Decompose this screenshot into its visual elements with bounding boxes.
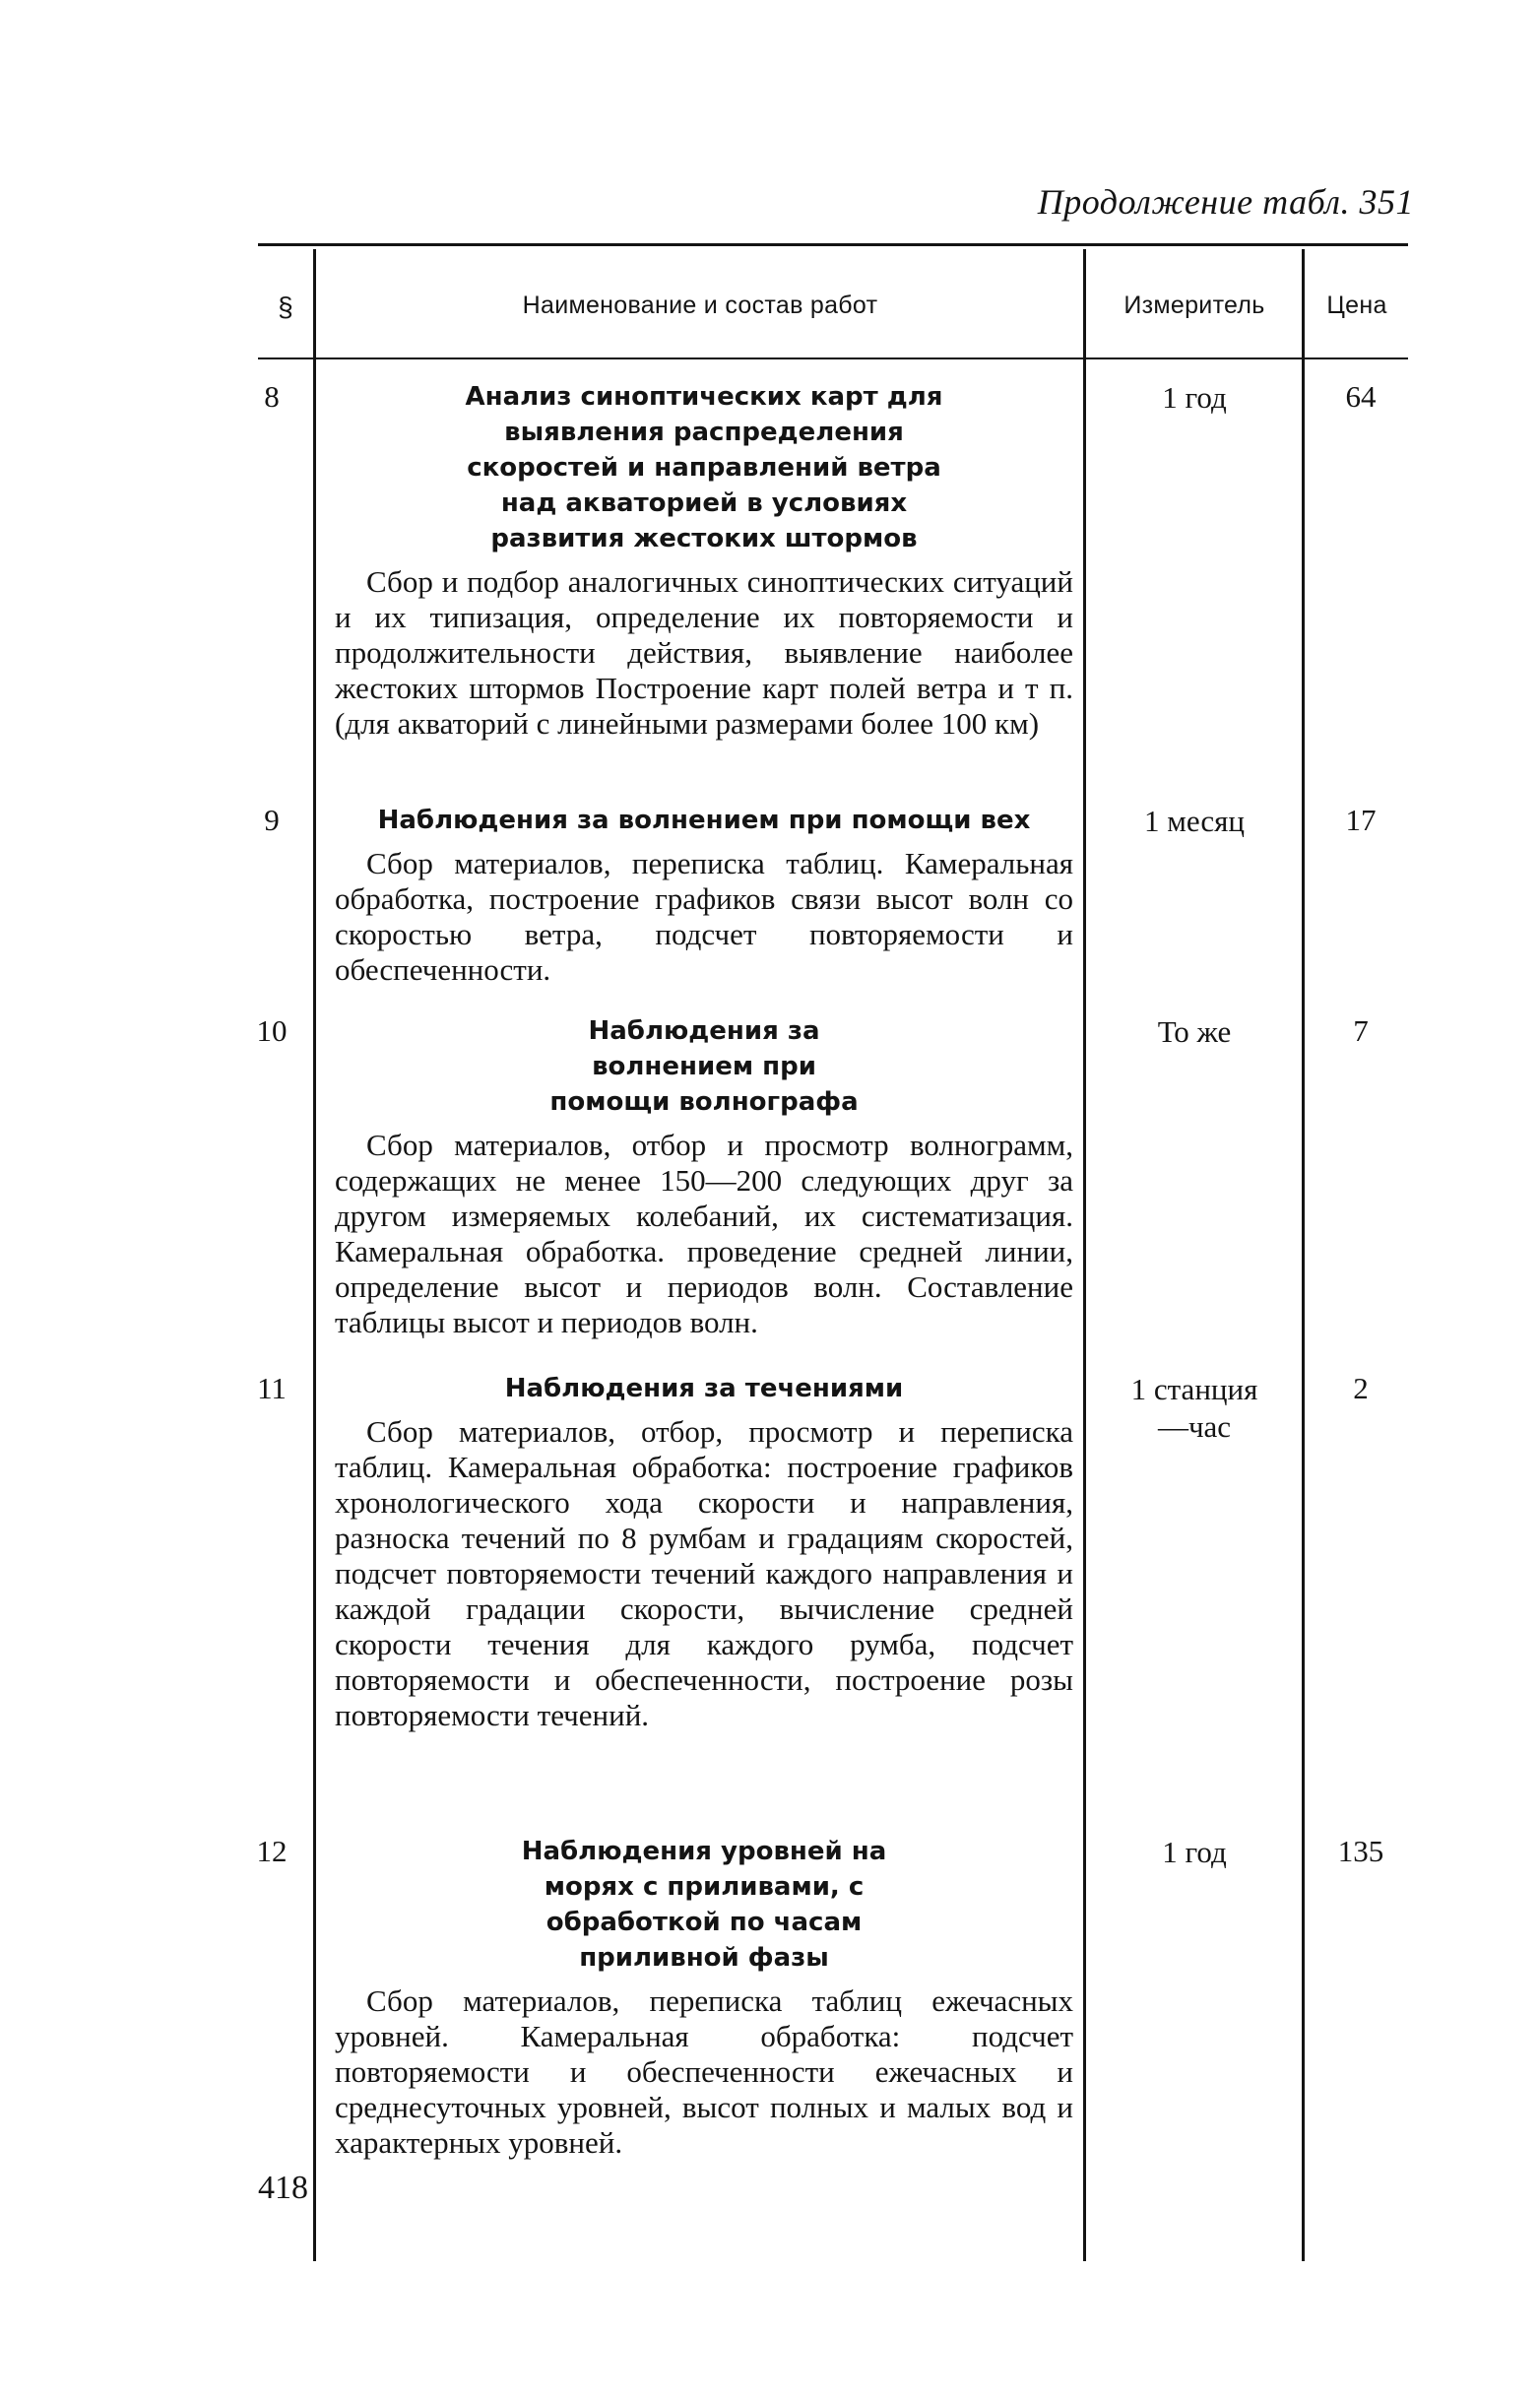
row-unit: 1 месяц [1143,804,1245,838]
row-description [335,1371,1073,1733]
row-unit: 1 год [1162,380,1227,415]
header-num: § [278,292,293,322]
column-divider-price [1302,249,1305,2261]
row-number: 8 [264,379,280,414]
row-body: Сбор материалов, переписка таблиц ежечасных уровней. Камеральная обработка: подсчет повторяемости и обеспеченности ежечасных и среднесуточных уровней, высот полных и малых вод и характерных уровней. [335,1983,1073,2160]
column-divider-unit [1083,249,1086,2261]
row-body: Сбор и подбор аналогичных синоптических ситуаций и их типизация, определение их повторяемости и продолжительности действия, выявление наиболее жестоких штормов Построение карт полей ветра и т п. (для акваторий с линейными размерами более 100 км) [335,564,1073,741]
row-description [335,1013,1073,1340]
row-title: Наблюдения за волнением при помощи волнографа [549,1016,859,1117]
page-number: 418 [258,2170,308,2206]
row-price: 64 [1345,379,1377,414]
row-body: Сбор материалов, отбор, просмотр и переписка таблиц. Камеральная обработка: построение графиков хронологического хода скорости и направления, разноска течений по 8 румбам и градациям скоростей, подсчет повторяемости течений каждого направления и каждой градации скорости, вычисление средней скорости течения для каждого румба, подсчет повторяемости и обеспеченности, построение розы повторяемости течений. [335,1414,1073,1732]
row-body: Сбор материалов, переписка таблиц. Камеральная обработка, построение графиков связи высот волн со скоростью ветра, подсчет повторяемости и обеспеченности. [335,846,1073,987]
table-top-rule [258,243,1408,246]
row-description [335,379,1073,742]
row-title: Анализ синоптических карт для выявления распределения скоростей и направлений ветра над акваторией в условиях развития жестоких штормов [465,382,943,553]
table-caption: Продолжение табл. 351 [1037,182,1414,222]
row-description [335,1834,1073,2161]
row-title: Наблюдения за течениями [504,1374,904,1403]
header-price: Цена [1326,292,1387,319]
column-divider-num [313,249,316,2261]
row-price: 135 [1337,1834,1384,1868]
row-title: Наблюдения уровней на морях с приливами, с обработкой по часам приливной фазы [521,1837,887,1973]
row-price: 7 [1353,1013,1369,1048]
row-price: 2 [1353,1371,1369,1405]
row-title: Наблюдения за волнением при помощи вех [377,806,1031,835]
row-body: Сбор материалов, отбор и просмотр волнограмм, содержащих не менее 150—200 следующих друг за другом измеряемых колебаний, их систематизация. Камеральная обработка. проведение средней линии, определение высот и периодов волн. Составление таблицы высот и периодов волн. [335,1128,1073,1339]
row-description [335,803,1073,988]
row-unit: 1 год [1162,1835,1227,1869]
row-unit: 1 станция—час [1130,1372,1258,1444]
row-unit: То же [1157,1014,1232,1049]
row-number: 10 [256,1013,288,1048]
row-number: 9 [264,803,280,837]
table-header-rule [258,357,1408,359]
row-number: 11 [257,1371,287,1405]
row-number: 12 [256,1834,288,1868]
row-price: 17 [1345,803,1377,837]
header-unit: Измеритель [1123,292,1265,319]
header-name: Наименование и состав работ [522,292,878,319]
